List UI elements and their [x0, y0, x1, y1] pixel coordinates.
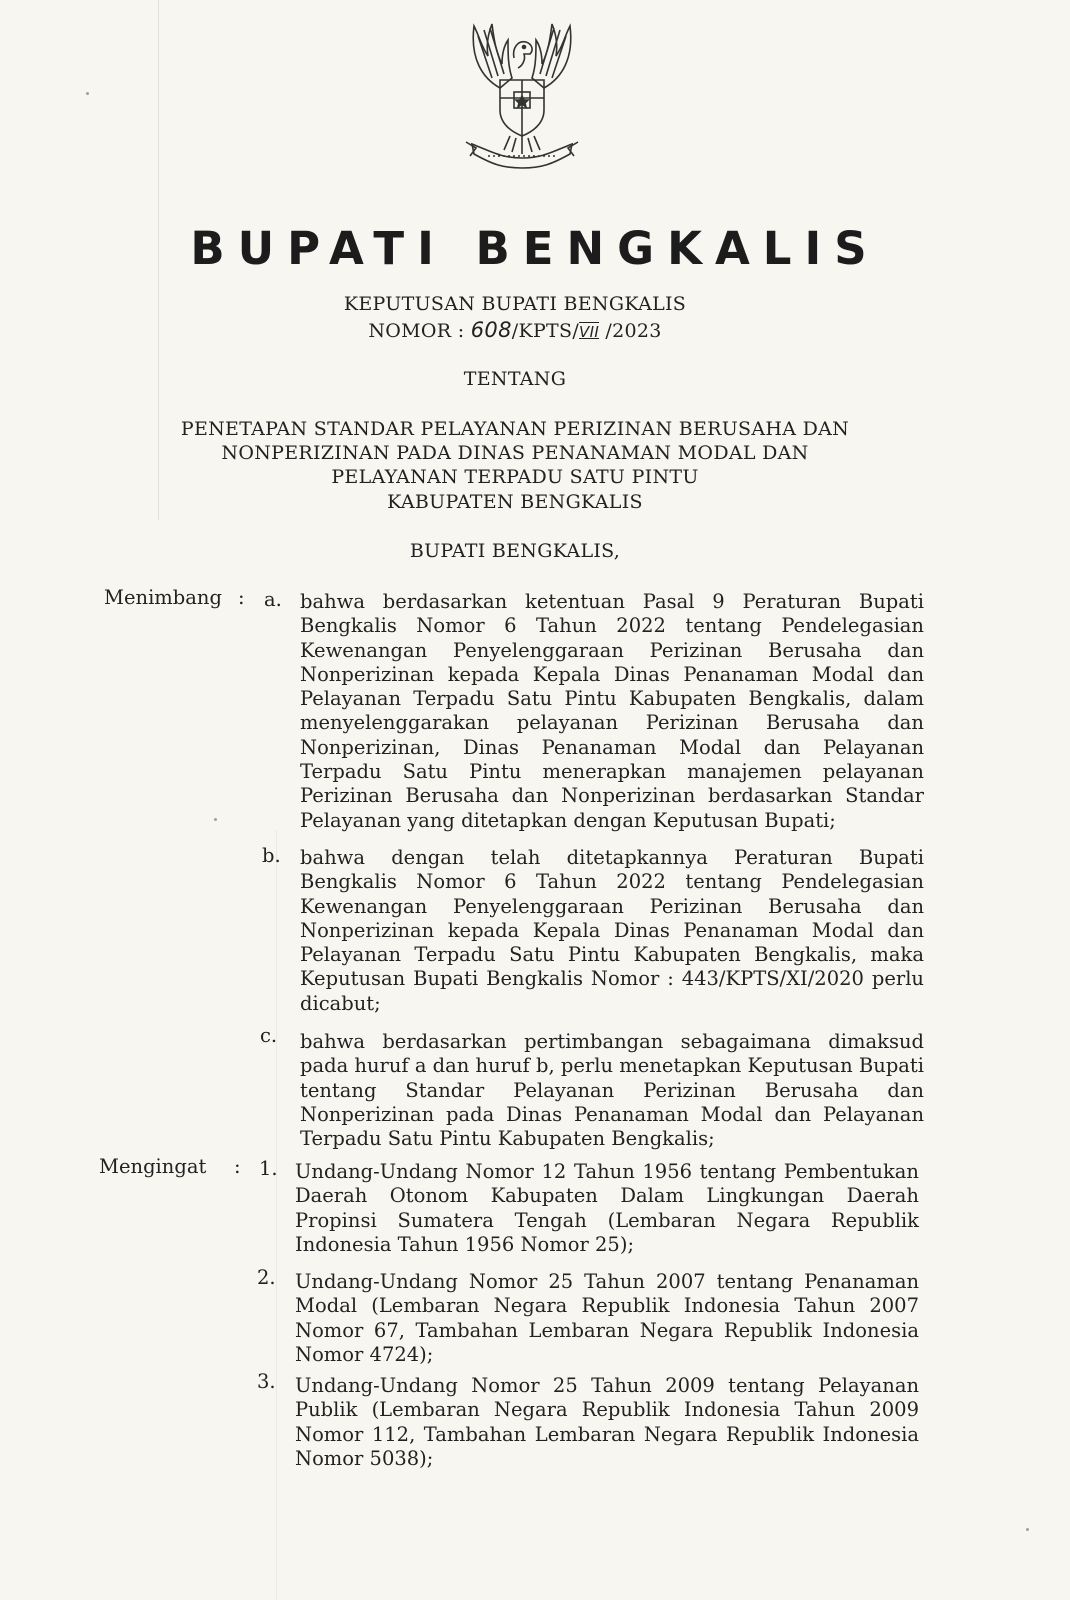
- number-suffix: /2023: [599, 320, 662, 342]
- authority-line: BUPATI BENGKALIS,: [409, 540, 621, 562]
- subject-line: KABUPATEN BENGKALIS: [387, 491, 643, 513]
- subject-line: PENETAPAN STANDAR PELAYANAN PERIZINAN BERUSAHA DAN: [180, 418, 850, 440]
- mengingat-item-1: Undang-Undang Nomor 12 Tahun 1956 tentang Pembentukan Daerah Otonom Kabupaten Dalam Lingkungan Daerah Propinsi Sumatera Tengah (Lembaran Negara Republik Indonesia Tahun 1956 Nomor 25);: [295, 1160, 919, 1256]
- item-marker: 3.: [257, 1370, 276, 1393]
- scan-speck: [1026, 1528, 1029, 1531]
- number-middle: /KPTS/: [511, 320, 580, 342]
- menimbang-colon: :: [238, 586, 245, 609]
- tentang-heading: TENTANG: [463, 368, 567, 390]
- scan-speck: [86, 92, 89, 95]
- item-marker: b.: [262, 844, 281, 867]
- subject-line: PELAYANAN TERPADU SATU PINTU: [331, 466, 699, 488]
- document-title: BUPATI BENGKALIS: [190, 222, 880, 275]
- fold-shadow: [276, 830, 277, 1600]
- mengingat-item-3: Undang-Undang Nomor 25 Tahun 2009 tentang Pelayanan Publik (Lembaran Negara Republik Indonesia Tahun 2009 Nomor 112, Tambahan Lembaran Negara Republik Indonesia Nomor 5038);: [295, 1374, 919, 1470]
- number-handwritten: 608: [470, 318, 512, 342]
- garuda-emblem-icon: [452, 18, 592, 178]
- item-marker: 2.: [257, 1266, 276, 1289]
- item-marker: c.: [260, 1024, 278, 1047]
- number-prefix: NOMOR :: [368, 320, 471, 342]
- mengingat-label: Mengingat: [99, 1155, 207, 1178]
- number-month-handwritten: VII: [579, 323, 600, 341]
- menimbang-item-a: bahwa berdasarkan ketentuan Pasal 9 Peraturan Bupati Bengkalis Nomor 6 Tahun 2022 tentang Pendelegasian Kewenangan Penyelenggaraan Perizinan Berusaha dan Nonperizinan kepada Kepala Dinas Penanaman Modal dan Pelayanan Terpadu Satu Pintu Kabupaten Bengkalis, dalam menyelenggarakan pelayanan Perizinan Berusaha dan Nonperizinan, Dinas Penanaman Modal dan Pelayanan Terpadu Satu Pintu menerapkan manajemen pelayanan Perizinan Berusaha dan Nonperizinan berdasarkan Standar Pelayanan yang ditetapkan dengan Keputusan Bupati;: [300, 590, 924, 832]
- decree-number: [0, 318, 1030, 342]
- mengingat-item-2: Undang-Undang Nomor 25 Tahun 2007 tentang Penanaman Modal (Lembaran Negara Republik Indonesia Tahun 2007 Nomor 67, Tambahan Lembaran Negara Republik Indonesia Nomor 4724);: [295, 1270, 919, 1366]
- item-marker: a.: [264, 588, 282, 611]
- menimbang-item-c: bahwa berdasarkan pertimbangan sebagaimana dimaksud pada huruf a dan huruf b, perlu menetapkan Keputusan Bupati tentang Standar Pelayanan Perizinan Berusaha dan Nonperizinan pada Dinas Penanaman Modal dan Pelayanan Terpadu Satu Pintu Kabupaten Bengkalis;: [300, 1030, 924, 1151]
- mengingat-colon: :: [234, 1155, 241, 1178]
- decree-line: KEPUTUSAN BUPATI BENGKALIS: [343, 293, 687, 315]
- menimbang-label: Menimbang: [104, 586, 222, 609]
- subject-line: NONPERIZINAN PADA DINAS PENANAMAN MODAL DAN: [221, 442, 809, 464]
- menimbang-item-b: bahwa dengan telah ditetapkannya Peraturan Bupati Bengkalis Nomor 6 Tahun 2022 tentang Pendelegasian Kewenangan Penyelenggaraan Perizinan Berusaha dan Nonperizinan kepada Kepala Dinas Penanaman Modal dan Pelayanan Terpadu Satu Pintu Kabupaten Bengkalis, maka Keputusan Bupati Bengkalis Nomor : 443/KPTS/XI/2020 perlu dicabut;: [300, 846, 924, 1015]
- item-marker: 1.: [259, 1157, 278, 1180]
- scan-speck: [214, 818, 217, 821]
